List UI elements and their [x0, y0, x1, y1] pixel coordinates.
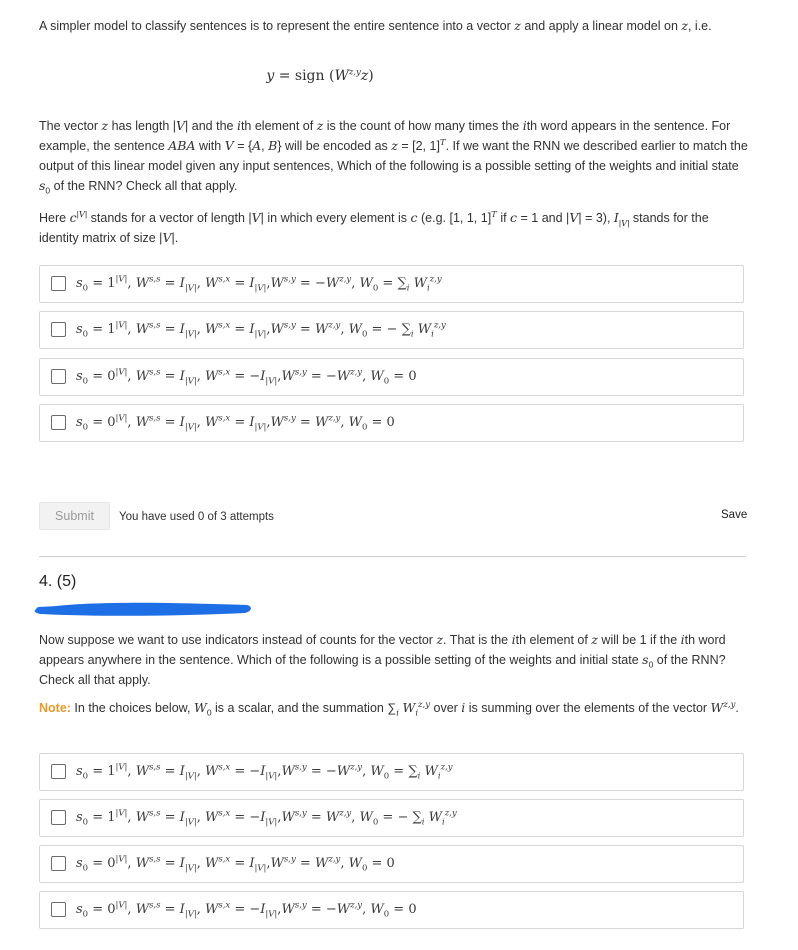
q3-choice-3-checkbox[interactable] [51, 369, 66, 384]
q4-choice-1-checkbox[interactable] [51, 764, 66, 779]
main-equation: y = sign $(W^{z,y}z)$ [266, 67, 374, 84]
question3-text: The vector z has length |V| and the ith element of z is the count of how many times the ith word appears in the sentence. For example, the sentence ABA with V = {A, B} will be encoded as z = [2, 1]$^T$. If we want the RNN we described earlier to match the output of this linear model given any input sentences, Which of the following is a possible setting of the weights and initial state $s_0$ of the RNN? Check all that apply. [39, 118, 748, 196]
q3-choice-2-checkbox[interactable] [51, 322, 66, 337]
q3-choice-1-label: $s_0 = 1^{|V|}$, $W^{s,s} = I_{|V|}$, $W^{s,x} = I_{|V|},W^{s,y} = -W^{z,y}$, $W_0 = \sum_i$ $W_i^{z,y}$ [76, 274, 442, 294]
q4-choice-4-label: $s_0 = 0^{|V|}$, $W^{s,s} = I_{|V|}$, $W^{s,x} = -I_{|V|},W^{s,y} = -W^{z,y}$, $W_0 = 0$ [76, 900, 417, 920]
q4-choice-2-checkbox[interactable] [51, 810, 66, 825]
save-button[interactable]: Save [721, 509, 748, 521]
q4-choice-1-label: $s_0 = 1^{|V|}$, $W^{s,s} = I_{|V|}$, $W^{s,x} = -I_{|V|},W^{s,y} = -W^{z,y}$, $W_0 = \sum_i$ $W_i^{z,y}$ [76, 762, 453, 782]
q3-choice-2[interactable] [39, 311, 744, 349]
section-divider [39, 556, 746, 557]
intro-text: A simpler model to classify sentences is to represent the entire sentence into a vector z and apply a linear model on z, i.e. [39, 18, 712, 33]
q4-choice-4-checkbox[interactable] [51, 902, 66, 917]
note-text: Note: In the choices below, $W_0$ is a scalar, and the summation $\sum_i$ $W_i^{z,y}$ over i is summing over the elements of the vector W$^{z,y}$. [39, 699, 739, 719]
question3-here-text: Here $c^{|V|}$ stands for a vector of length |V| in which every element is c (e.g. [1, 1, 1]$^T$ if c = 1 and |V| = 3), $I_{|V|}$ stands for the identity matrix of size |V|. [39, 208, 709, 245]
note-label: Note: [39, 701, 71, 715]
redaction-scribble [33, 597, 255, 621]
q3-choice-1-checkbox[interactable] [51, 276, 66, 291]
q3-choice-2-label: $s_0 = 1^{|V|}$, $W^{s,s} = I_{|V|}$, $W^{s,x} = I_{|V|},W^{s,y} = W^{z,y}$, $W_0$ = − $\sum_i$ $W_i^{z,y}$ [76, 320, 446, 340]
q3-choice-1[interactable] [39, 265, 744, 303]
q3-choice-3-label: $s_0 = 0^{|V|}$, $W^{s,s} = I_{|V|}$, $W^{s,x} = -I_{|V|},W^{s,y} = -W^{z,y}$, $W_0 = 0$ [76, 367, 417, 387]
q4-choice-3-label: $s_0 = 0^{|V|}$, $W^{s,s} = I_{|V|}$, $W^{s,x} = I_{|V|},W^{s,y} = W^{z,y}$, $W_0 = 0$ [76, 854, 395, 874]
q4-choice-4[interactable] [39, 891, 744, 929]
q3-choice-4-label: $s_0 = 0^{|V|}$, $W^{s,s} = I_{|V|}$, $W^{s,x} = I_{|V|},W^{s,y} = W^{z,y}$, $W_0 = 0$ [76, 413, 395, 433]
q4-choice-2[interactable] [39, 799, 744, 837]
q3-choice-4-checkbox[interactable] [51, 415, 66, 430]
question4-text: Now suppose we want to use indicators instead of counts for the vector z. That is the ith element of z will be 1 if the ith word appears anywhere in the sentence. Which of the following is a possible setting of the weights and initial state $s_0$ of the RNN? Check all that apply. [39, 632, 726, 687]
q4-choice-2-label: $s_0 = 1^{|V|}$, $W^{s,s} = I_{|V|}$, $W^{s,x} = -I_{|V|},W^{s,y} = W^{z,y}$, $W_0$ = − $\sum_i$ $W_i^{z,y}$ [76, 808, 457, 828]
q4-choice-1[interactable] [39, 753, 744, 791]
q4-choice-3-checkbox[interactable] [51, 856, 66, 871]
submit-button[interactable]: Submit [39, 502, 110, 530]
q3-choice-4[interactable] [39, 404, 744, 442]
q3-choice-3[interactable] [39, 358, 744, 396]
attempts-text: You have used 0 of 3 attempts [119, 511, 274, 523]
q4-choice-3[interactable] [39, 845, 744, 883]
question4-title: 4. (5) [39, 573, 77, 590]
